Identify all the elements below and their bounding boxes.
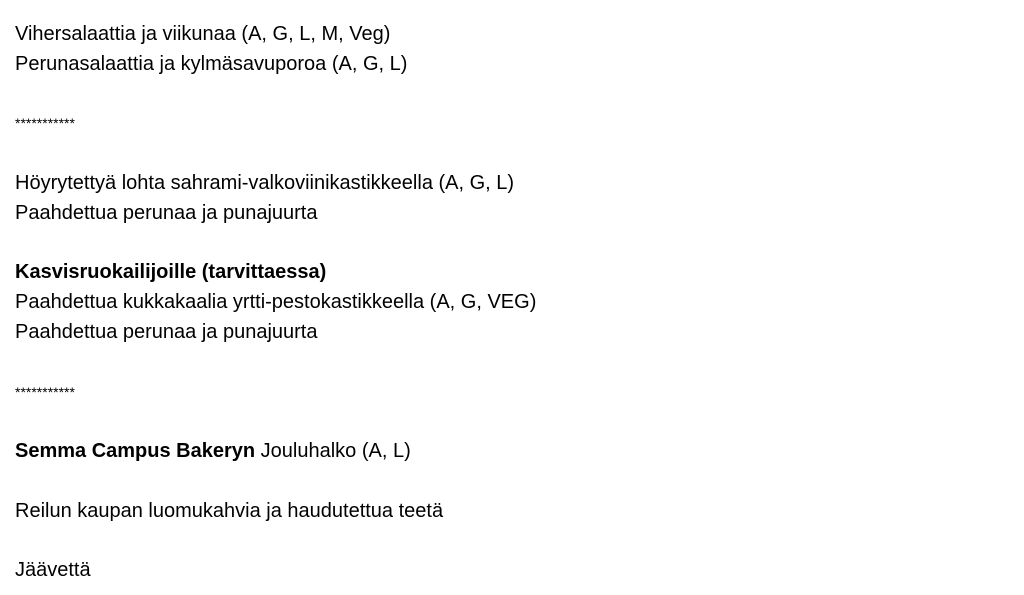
spacer <box>15 139 1005 169</box>
dessert-brand: Semma Campus Bakeryn <box>15 440 256 463</box>
menu-item-main: Höyrytettyä lohta sahrami-valkoviinikastikkeella (A, G, L) <box>15 171 515 194</box>
spacer <box>15 407 1005 437</box>
menu-item-salad-2: Perunasalaattia ja kylmäsavuporoa (A, G, L) <box>15 52 408 75</box>
spacer <box>15 527 1005 557</box>
spacer <box>15 80 1005 110</box>
menu-item-salad-1: Vihersalaattia ja viikunaa (A, G, L, M, Veg) <box>15 23 391 45</box>
dessert-item: Jouluhalko (A, L) <box>255 440 411 463</box>
separator: *********** <box>15 115 75 132</box>
spacer <box>15 467 1005 497</box>
menu-item-veg-main: Paahdettua kukkakaalia yrtti-pestokastikkeella (A, G, VEG) <box>15 291 537 314</box>
separator: *********** <box>15 383 75 400</box>
spacer <box>15 348 1005 378</box>
vegetarian-heading: Kasvisruokailijoille (tarvittaessa) <box>15 261 327 284</box>
menu-item-main-side: Paahdettua perunaa ja punajuurta <box>15 201 318 224</box>
menu-document <box>15 20 1005 586</box>
spacer <box>15 229 1005 259</box>
menu-item-drinks: Reilun kaupan luomukahvia ja haudutettua teetä <box>15 499 444 522</box>
menu-item-water: Jäävettä <box>15 559 91 582</box>
menu-item-veg-side: Paahdettua perunaa ja punajuurta <box>15 320 318 343</box>
menu-item-dessert <box>15 437 1005 467</box>
